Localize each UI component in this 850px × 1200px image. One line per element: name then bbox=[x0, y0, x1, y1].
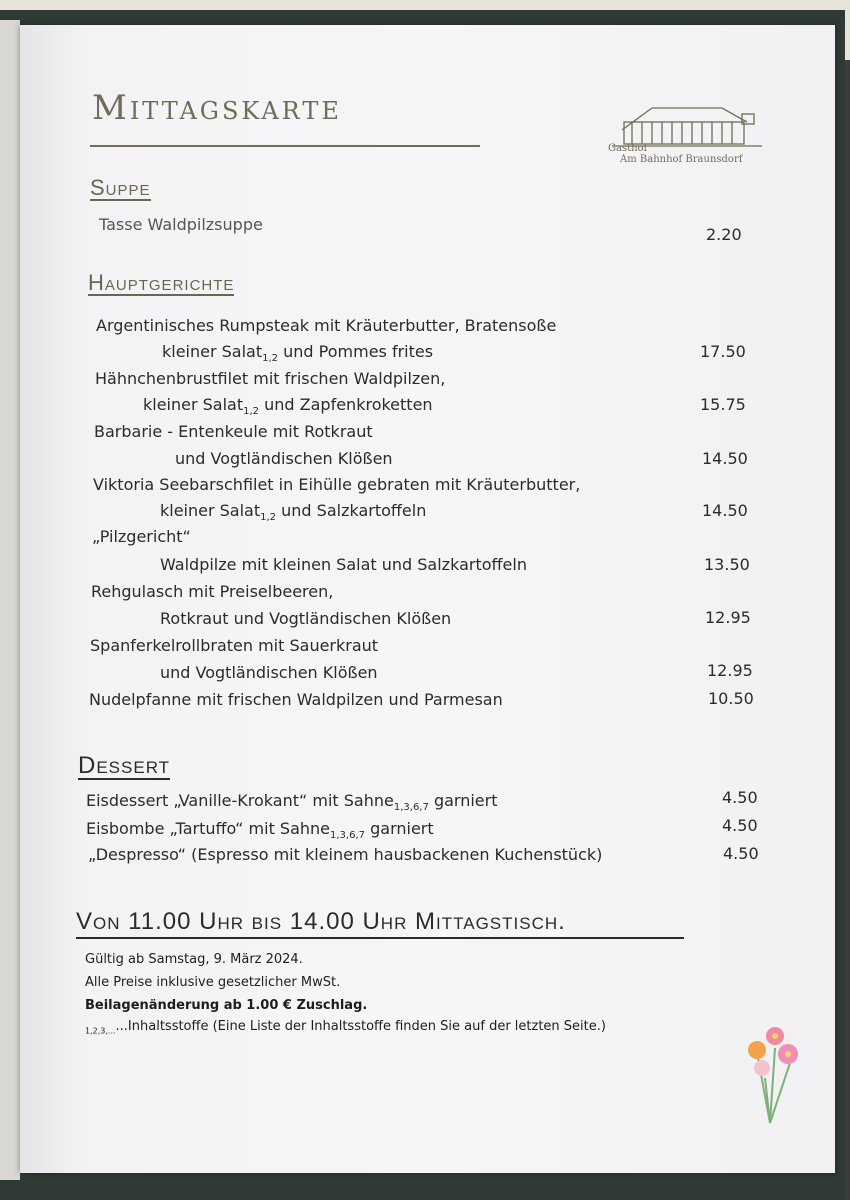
vat-note: Alle Preise inklusive gesetzlicher MwSt. bbox=[85, 975, 341, 990]
menu-item-line: kleiner Salat$_{1,2}$ und Zapfenkroketten bbox=[143, 395, 433, 418]
binder-edge bbox=[0, 20, 20, 1180]
menu-item-line: Eisdessert „Vanille-Krokant“ mit Sahne$_{1,3,6,7}$ garniert bbox=[86, 791, 498, 814]
menu-item-line: Hähnchenbrustfilet mit frischen Waldpilzen, bbox=[95, 369, 446, 388]
menu-item-line: Waldpilze mit kleinen Salat und Salzkartoffeln bbox=[160, 555, 527, 574]
menu-item-line: „Pilzgericht“ bbox=[92, 527, 191, 546]
menu-item-line: „Despresso“ (Espresso mit kleinem hausbackenen Kuchenstück) bbox=[88, 845, 603, 864]
logo-text-gasthof: Gasthof bbox=[608, 143, 648, 154]
menu-item-suppe: Tasse Waldpilzsuppe bbox=[99, 215, 263, 234]
menu-item-line: und Vogtländischen Klößen bbox=[175, 449, 393, 468]
title-underline bbox=[90, 145, 480, 147]
menu-item-price: 10.50 bbox=[708, 689, 754, 708]
section-title-dessert: Dessert bbox=[78, 752, 171, 779]
menu-item-price: 12.95 bbox=[707, 661, 753, 680]
menu-item-line: und Vogtländischen Klößen bbox=[160, 663, 378, 682]
menu-item-line: Rotkraut und Vogtländischen Klößen bbox=[160, 609, 452, 628]
lunch-hours-headline: Von 11.00 Uhr bis 14.00 Uhr Mittagstisch. bbox=[76, 908, 566, 935]
lunch-hours-underline bbox=[76, 937, 684, 939]
ingredients-note: $_{1,2,3,...}$...Inhaltsstoffe (Eine Liste der Inhaltsstoffe finden Sie auf der letzten Seite.) bbox=[85, 1019, 606, 1036]
menu-item-line: Nudelpfanne mit frischen Waldpilzen und Parmesan bbox=[89, 690, 503, 709]
flower-decoration bbox=[740, 1018, 810, 1128]
menu-item-line: Eisbombe „Tartuffo“ mit Sahne$_{1,3,6,7}$ garniert bbox=[86, 819, 434, 842]
section-title-hauptgerichte: Hauptgerichte bbox=[88, 270, 235, 295]
menu-item-line: kleiner Salat$_{1,2}$ und Salzkartoffeln bbox=[160, 501, 427, 524]
section-title-suppe: Suppe bbox=[90, 175, 151, 200]
menu-item-price: 4.50 bbox=[722, 816, 758, 835]
menu-item-price: 4.50 bbox=[722, 788, 758, 807]
page-title: Mittagskarte bbox=[92, 88, 342, 128]
menu-item-line: Viktoria Seebarschfilet in Eihülle gebraten mit Kräuterbutter, bbox=[93, 475, 581, 494]
menu-item-price: 17.50 bbox=[700, 342, 746, 361]
menu-item-price: 15.75 bbox=[700, 395, 746, 414]
validity-note: Gültig ab Samstag, 9. März 2024. bbox=[85, 952, 303, 967]
menu-item-price: 14.50 bbox=[702, 449, 748, 468]
menu-item-line: Argentinisches Rumpsteak mit Kräuterbutter, Bratensoße bbox=[96, 316, 557, 335]
logo-text-location: Am Bahnhof Braunsdorf bbox=[620, 154, 743, 165]
menu-item-line: Spanferkelrollbraten mit Sauerkraut bbox=[90, 636, 379, 655]
menu-item-line: Rehgulasch mit Preiselbeeren, bbox=[91, 582, 334, 601]
menu-item-line: kleiner Salat$_{1,2}$ und Pommes frites bbox=[162, 342, 434, 365]
menu-item-price: 12.95 bbox=[705, 608, 751, 627]
menu-item-line: Barbarie - Entenkeule mit Rotkraut bbox=[94, 422, 373, 441]
menu-item-price: 4.50 bbox=[723, 844, 759, 863]
menu-item-price: 13.50 bbox=[704, 555, 750, 574]
menu-item-price: 14.50 bbox=[702, 501, 748, 520]
menu-item-price: 2.20 bbox=[706, 225, 742, 244]
side-dish-note: Beilagenänderung ab 1.00 € Zuschlag. bbox=[85, 998, 368, 1013]
